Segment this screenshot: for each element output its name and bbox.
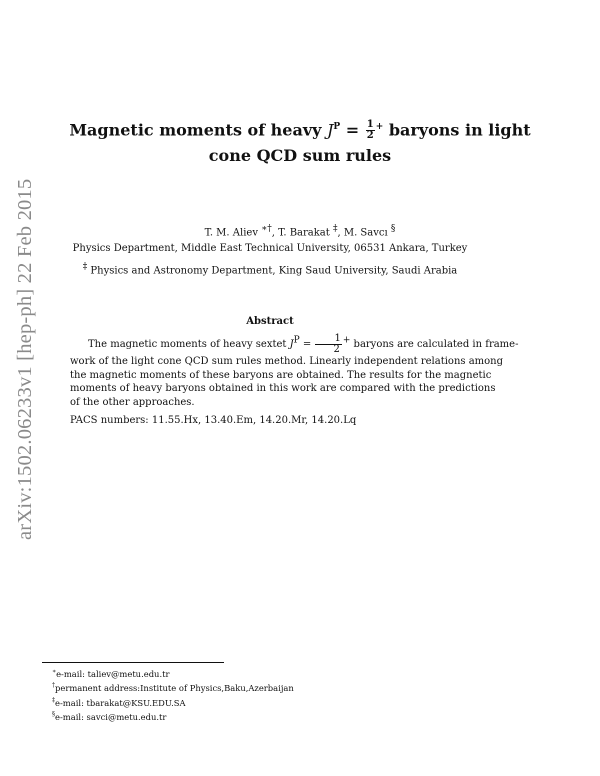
footnote-text: permanent address:Institute of Physics,Baku,Azerbaijan: [55, 683, 294, 694]
affiliation-ksu-text: Physics and Astronomy Department, King Saud University, Saudi Arabia: [87, 265, 458, 277]
abstract-fraction-denominator: 2: [333, 344, 340, 355]
affiliation-ksu-mark: ‡: [82, 262, 88, 272]
title-equals: =: [340, 120, 365, 140]
footnotes: [52, 666, 294, 723]
author-barakat: , T. Barakat: [271, 227, 333, 239]
footnote-text: e-mail: tbarakat@KSU.EDU.SA: [55, 697, 186, 708]
footnote-mark: §: [52, 710, 55, 718]
pacs-numbers: PACS numbers: 11.55.Hx, 13.40.Em, 14.20.Mr, 14.20.Lq: [70, 415, 357, 426]
title-fraction-denominator: 2: [366, 130, 374, 142]
title-fraction: [366, 120, 375, 141]
abstract-plus-superscript: +: [342, 335, 351, 346]
title-plus-superscript: +: [375, 122, 384, 132]
abstract-fraction-numerator: 1: [315, 334, 341, 345]
footnote-mark: ∗: [52, 668, 57, 675]
abstract-line1-end: baryons are calculated in frame-: [350, 339, 519, 350]
abstract-heading: Abstract: [246, 316, 294, 327]
author-list: [0, 224, 600, 238]
affiliation-ksu: [0, 262, 540, 276]
author-barakat-mark: ‡: [332, 224, 338, 234]
title-line1-start: Magnetic moments of heavy: [69, 120, 327, 140]
footnote-aliev-email: [52, 666, 294, 680]
footnote-mark: †: [52, 682, 55, 690]
footnote-text: e-mail: taliev@metu.edu.tr: [56, 668, 170, 679]
footnote-rule: [42, 662, 224, 663]
author-aliev: T. M. Aliev: [204, 227, 262, 239]
affiliation-metu: Physics Department, Middle East Technical University, 06531 Ankara, Turkey: [72, 243, 468, 254]
footnote-aliev-address: [52, 680, 294, 694]
footnote-savci-email: [52, 709, 294, 723]
abstract-line-4: moments of heavy baryons obtained in this work are compared with the predictions: [70, 383, 496, 394]
abstract-fraction: [315, 334, 341, 355]
title-jp-symbol: J: [326, 120, 334, 140]
title-line2: cone QCD sum rules: [208, 146, 392, 166]
title-jp-superscript: P: [333, 122, 341, 132]
footnote-text: e-mail: savci@metu.edu.tr: [55, 711, 167, 722]
abstract-line1-start: The magnetic moments of heavy sextet: [88, 339, 290, 350]
abstract-equals: =: [299, 339, 315, 350]
abstract-line-5: of the other approaches.: [70, 396, 195, 408]
abstract-body: [70, 333, 519, 409]
title-fraction-numerator: 1: [366, 119, 374, 131]
abstract-jp-symbol: J: [289, 339, 294, 350]
footnote-mark: ‡: [52, 696, 55, 704]
author-savci-mark: §: [390, 224, 396, 234]
footnote-barakat-email: [52, 695, 294, 709]
author-savci: , M. Savcı: [337, 227, 391, 239]
abstract-line-1: [70, 333, 519, 355]
abstract-jp-superscript: P: [293, 335, 300, 346]
abstract-line-3: the magnetic moments of these baryons are obtained. The results for the magnetic: [70, 369, 492, 381]
author-aliev-mark: ∗†: [261, 224, 272, 234]
arxiv-identifier-stamp: arXiv:1502.06233v1 [hep-ph] 22 Feb 2015: [14, 178, 36, 540]
abstract-line-2: work of the light cone QCD sum rules method. Linearly independent relations among: [70, 356, 504, 367]
paper-title: [0, 114, 600, 169]
title-line1-end: baryons in light: [383, 120, 531, 140]
